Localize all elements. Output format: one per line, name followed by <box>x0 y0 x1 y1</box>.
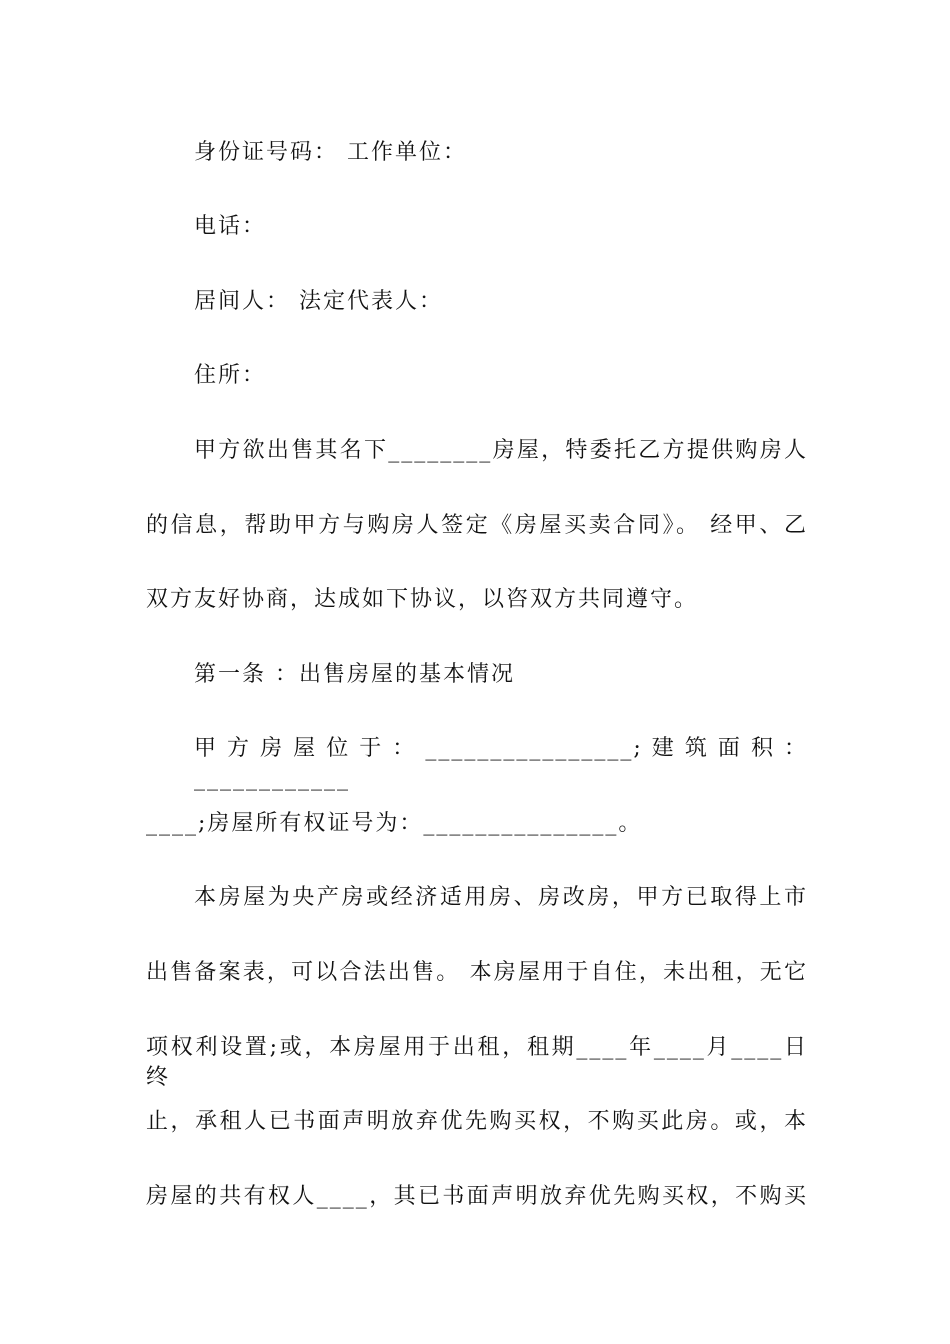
address-line: 住所： <box>194 363 267 388</box>
property-status-line-3: 项权利设置;或，本房屋用于出租，租期____年____月____日终 <box>146 1035 808 1090</box>
property-status-line-2: 出售备案表，可以合法出售。 本房屋用于自住，未出租，无它 <box>146 960 808 985</box>
property-info-line-1: 甲方房屋位于：________________;建筑面积：____________ <box>194 736 808 791</box>
phone-line: 电话： <box>194 214 267 239</box>
id-number-workplace-line: 身份证号码： 工作单位： <box>194 140 467 165</box>
paragraph-intro-line-3: 双方友好协商，达成如下协议，以咨双方共同遵守。 <box>146 587 699 612</box>
intermediary-legal-rep-line: 居间人： 法定代表人： <box>194 289 443 314</box>
property-status-line-4: 止，承租人已书面声明放弃优先购买权，不购买此房。或，本 <box>146 1109 808 1134</box>
property-status-line-1: 本房屋为央产房或经济适用房、房改房，甲方已取得上市 <box>194 885 808 910</box>
paragraph-intro-line-2: 的信息，帮助甲方与购房人签定《房屋买卖合同》。 经甲、乙 <box>146 513 808 538</box>
paragraph-intro-line-1: 甲方欲出售其名下________房屋，特委托乙方提供购房人 <box>194 438 808 463</box>
property-info-line-2: ____;房屋所有权证号为：_______________。 <box>146 811 643 836</box>
property-status-line-5: 房屋的共有权人____，其已书面声明放弃优先购买权，不购买 <box>146 1184 808 1209</box>
article-one-heading: 第一条 ：出售房屋的基本情况 <box>194 662 515 687</box>
